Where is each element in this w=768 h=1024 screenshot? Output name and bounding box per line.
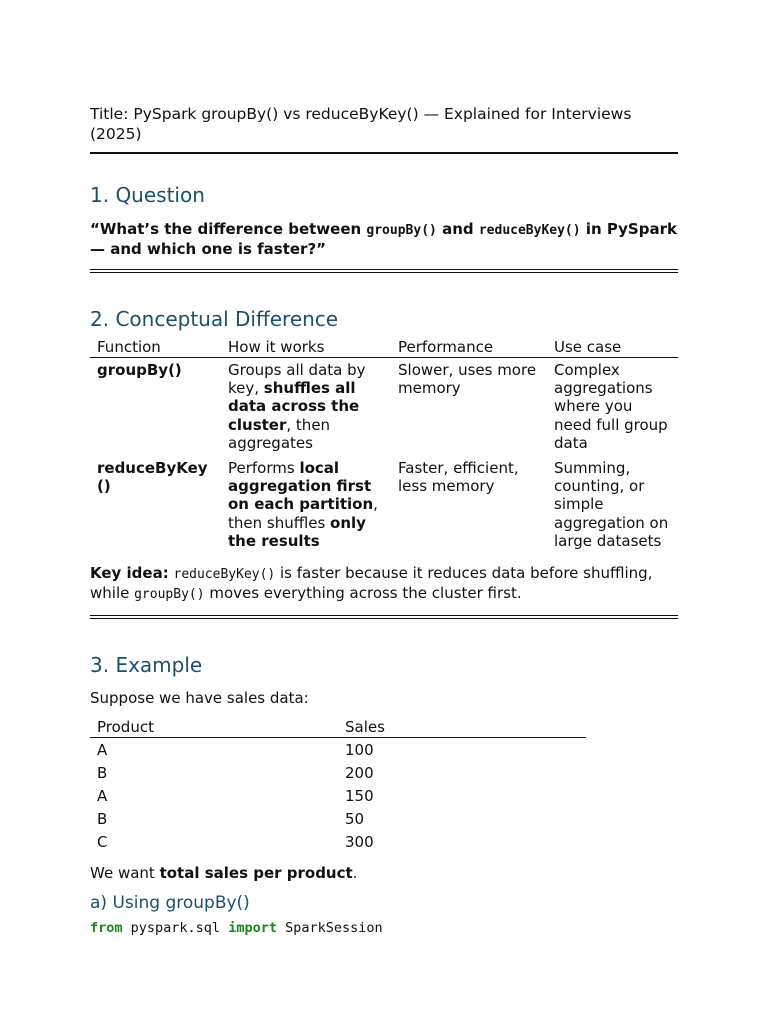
section-heading-conceptual-difference: 2. Conceptual Difference — [90, 307, 339, 331]
table-row — [90, 358, 678, 457]
performance-cell: Faster, efficient, less memory — [398, 459, 519, 496]
table-row: B 200 — [97, 764, 374, 783]
column-header: Sales — [338, 718, 586, 738]
document-title: Title: PySpark groupBy() vs reduceByKey() — Explained for Interviews (2025) — [90, 104, 678, 154]
column-header: Product — [90, 718, 338, 738]
interview-question: “What’s the difference between groupBy() and reduceByKey() in PySpark — and which one is faster?” — [90, 220, 677, 258]
section-divider — [90, 269, 678, 273]
function-cell: groupBy() — [97, 361, 182, 379]
sales-table — [90, 718, 586, 853]
table-header-row — [90, 718, 586, 738]
section-divider — [90, 615, 678, 619]
subheading-using-groupby: a) Using groupBy() — [90, 893, 250, 914]
section-heading-question: 1. Question — [90, 183, 205, 207]
code-reducebykey: reduceByKey() — [478, 223, 581, 238]
comparison-table — [90, 338, 678, 550]
code-groupby: groupBy() — [366, 223, 437, 238]
use-case-cell: Summing, counting, or simple aggregation on large datasets — [554, 459, 669, 550]
table-row — [90, 456, 678, 550]
code-block: from pyspark.sql import SparkSession — [90, 920, 383, 937]
table-row: B 50 — [97, 810, 365, 829]
table-row: A 100 — [97, 741, 374, 760]
function-cell: reduceByKey () — [97, 459, 208, 496]
example-intro: Suppose we have sales data: — [90, 689, 309, 708]
use-case-cell: Complex aggregations where you need full group data — [554, 361, 668, 452]
performance-cell: Slower, uses more memory — [398, 361, 537, 398]
column-header: Performance — [391, 338, 547, 358]
table-row: C 300 — [97, 833, 374, 852]
table-header-row — [90, 338, 678, 358]
how-it-works-cell: Groups all data by key, shuffles all data across the cluster, then aggregates — [228, 361, 366, 452]
goal-statement: We want total sales per product. — [90, 864, 358, 883]
code-groupby: groupBy() — [134, 587, 205, 603]
document-body — [90, 104, 678, 937]
key-idea: Key idea: reduceByKey() is faster because it reduces data before shuffling, while groupBy() moves everything across the cluster first. — [90, 564, 653, 603]
column-header: Use case — [547, 338, 678, 358]
column-header: How it works — [221, 338, 391, 358]
section-heading-example: 3. Example — [90, 653, 203, 678]
column-header: Function — [90, 338, 221, 358]
how-it-works-cell: Performs local aggregation first on each partition, then shuffles only the results — [228, 459, 378, 550]
table-row: A 150 — [97, 787, 374, 806]
code-reducebykey: reduceByKey() — [173, 567, 276, 583]
